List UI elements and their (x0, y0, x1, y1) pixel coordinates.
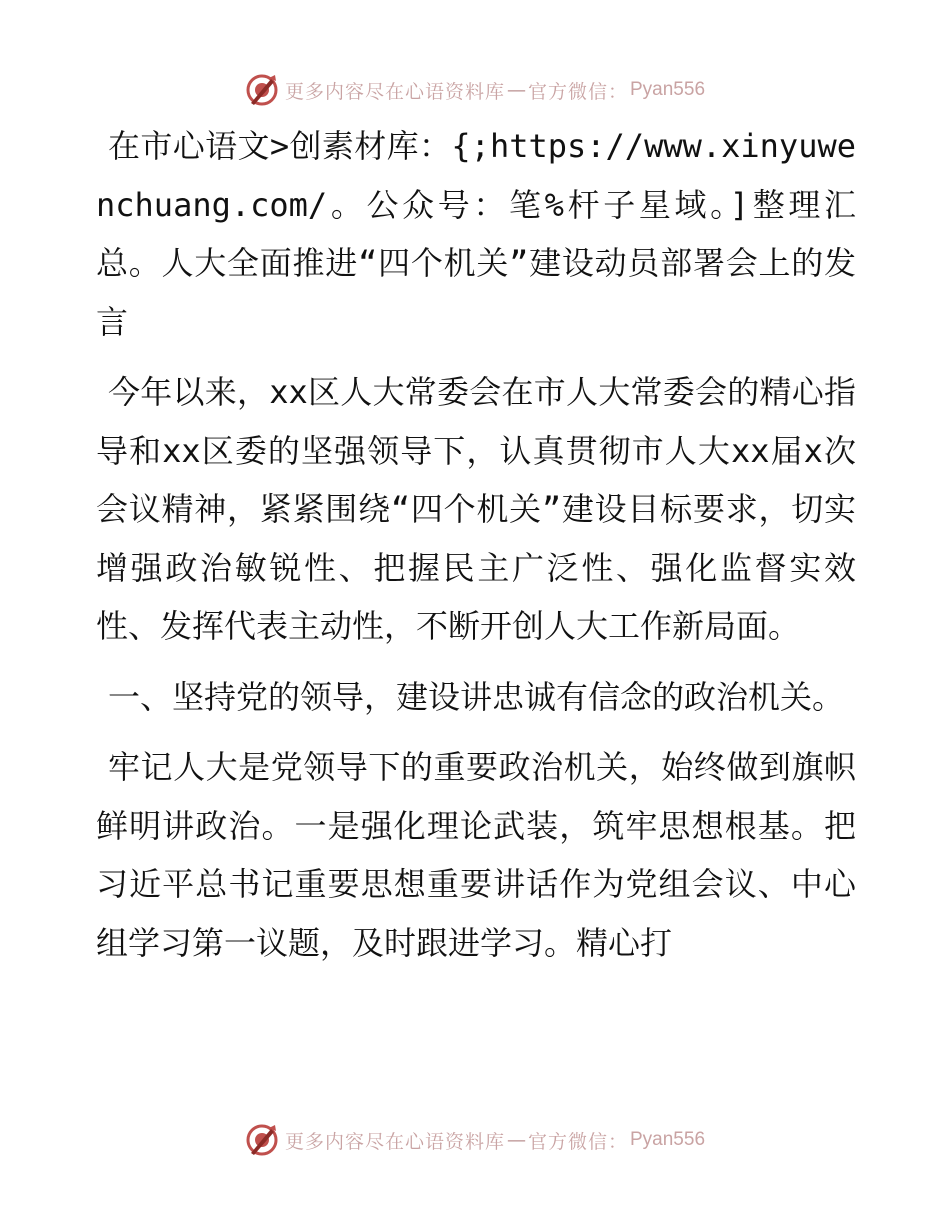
quill-logo-icon (245, 1123, 279, 1157)
banner-tagline: 更多内容尽在心语资料库 (284, 1130, 505, 1153)
paragraph-intro: 今年以来，xx区人大常委会在市人大常委会的精心指导和xx区委的坚强领导下，认真贯彻市人大xx届x次会议精神，紧紧围绕“四个机关”建设目标要求，切实增强政治敏锐性、把握民主广泛性、强化监督实效性、发挥代表主动性，不断开创人大工作新局面。 (96, 373, 856, 645)
banner-account: Pyan556 (630, 79, 706, 100)
banner-dash: — (506, 79, 526, 101)
banner-official-label: 官方微信： (527, 1130, 628, 1153)
banner-tagline: 更多内容尽在心语资料库 (284, 80, 505, 103)
paragraph-body: 牢记人大是党领导下的重要政治机关，始终做到旗帜鲜明讲政治。一是强化理论武装，筑牢思想根基。把习近平总书记重要思想重要讲话作为党组会议、中心组学习第一议题，及时跟进学习。精心打 (96, 748, 856, 962)
footer-banner (0, 1120, 950, 1160)
banner-dash: — (506, 1129, 526, 1151)
quill-logo-icon (245, 73, 279, 107)
document-body (96, 117, 856, 984)
banner-account: Pyan556 (630, 1129, 706, 1150)
paragraph-title: 在市心语文>创素材库：{;https://www.xinyuwenchuang.com/。公众号：笔%杆子星域。]整理汇总。人大全面推进“四个机关”建设动员部署会上的发言 (96, 127, 856, 341)
paragraph-section-heading: 一、坚持党的领导，建设讲忠诚有信念的政治机关。 (108, 677, 845, 716)
header-banner (0, 70, 950, 110)
banner-official-label: 官方微信： (527, 80, 628, 103)
